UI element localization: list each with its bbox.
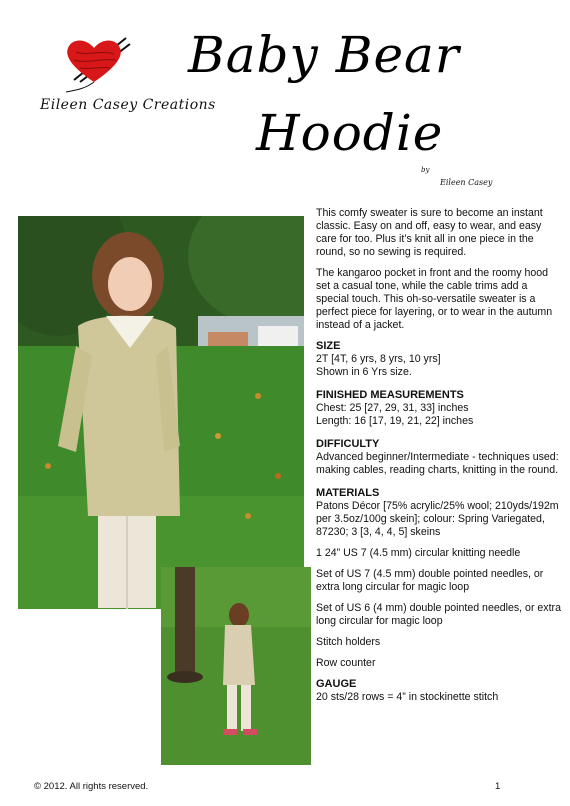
materials-item: Stitch holders	[316, 636, 381, 648]
size-line-2: Shown in 6 Yrs size.	[316, 366, 412, 378]
size-section	[316, 340, 562, 379]
measurements-section	[316, 389, 562, 428]
gauge-text: 20 sts/28 rows = 4” in stockinette stitch	[316, 691, 499, 703]
gauge-heading: GAUGE	[316, 678, 357, 690]
byline-by: by	[421, 166, 430, 174]
copyright-text: © 2012. All rights reserved.	[34, 781, 149, 792]
gauge-section	[316, 678, 562, 704]
materials-section	[316, 487, 562, 670]
size-heading: SIZE	[316, 340, 341, 352]
materials-heading: MATERIALS	[316, 487, 380, 499]
measurements-heading: FINISHED MEASUREMENTS	[316, 389, 464, 401]
materials-item: Row counter	[316, 657, 376, 669]
main-photo	[18, 216, 304, 609]
intro-paragraph-2: The kangaroo pocket in front and the roomy hood set a casual tone, while the cable trims add a special touch. This oh-so-versatile sweater is a perfect piece for layering, or to wear in the autumn instead of a jacket.	[316, 267, 553, 331]
intro-paragraph-1: This comfy sweater is sure to become an instant classic. Easy on and off, easy to wear, and easy care for too. Plus it’s knit all in one piece in the round, so no sewing is required.	[316, 207, 543, 258]
length-measurement: Length: 16 [17, 19, 21, 22] inches	[316, 415, 474, 427]
description-column	[316, 207, 562, 704]
materials-item: 1 24” US 7 (4.5 mm) circular knitting needle	[316, 547, 521, 559]
secondary-photo	[161, 567, 311, 765]
materials-item: Set of US 7 (4.5 mm) double pointed needles, or extra long circular for magic loop	[316, 568, 544, 593]
difficulty-section	[316, 438, 562, 477]
size-line-1: 2T [4T, 6 yrs, 8 yrs, 10 yrs]	[316, 353, 441, 365]
materials-item: Set of US 6 (4 mm) double pointed needles, or extra long circular for magic loop	[316, 602, 561, 627]
byline-name: Eileen Casey	[440, 178, 493, 187]
chest-measurement: Chest: 25 [27, 29, 31, 33] inches	[316, 402, 469, 414]
page-number: 1	[495, 781, 501, 792]
title-line-2: Hoodie	[256, 104, 444, 162]
brand-name: Eileen Casey Creations	[40, 97, 216, 113]
title-line-1: Baby Bear	[188, 26, 460, 84]
heart-yarn-icon	[56, 30, 136, 100]
difficulty-text: Advanced beginner/Intermediate - techniques used: making cables, reading charts, knitting in the round.	[316, 451, 559, 476]
logo	[56, 30, 136, 100]
difficulty-heading: DIFFICULTY	[316, 438, 380, 450]
yarn-details: Patons Décor [75% acrylic/25% wool; 210yds/192m per 3.5oz/100g skein]; colour: Spring Variegated, 87230; 3 [3, 4, 4, 5] skeins	[316, 500, 559, 538]
